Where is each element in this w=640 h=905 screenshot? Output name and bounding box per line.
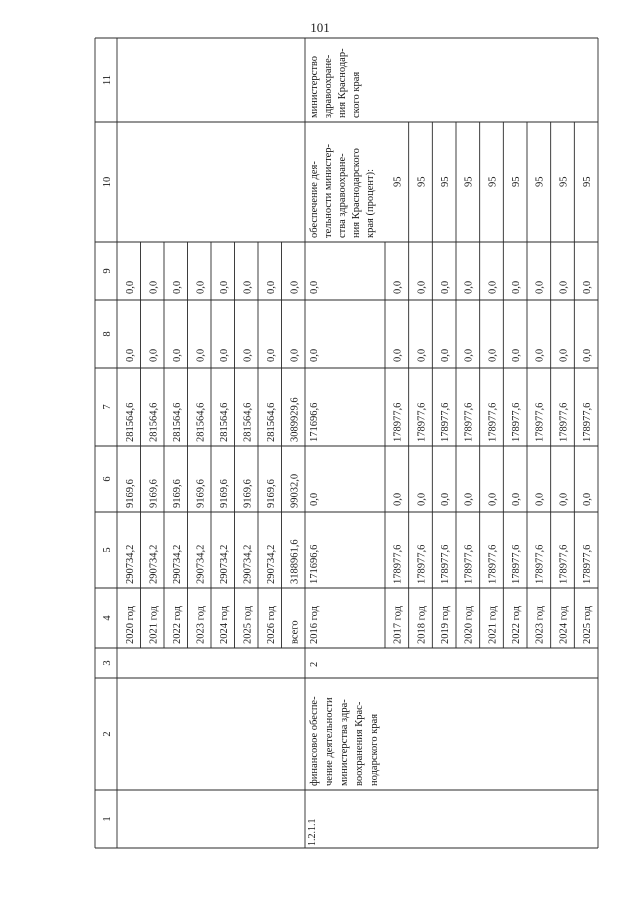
block-a-row-4-col6: 9169,6 <box>218 479 230 508</box>
block-b-row-7-year: 2024 год <box>558 606 570 644</box>
block-a-row-3-col9: 0,0 <box>195 280 207 294</box>
block-b-row-5-year: 2022 год <box>510 606 522 644</box>
block-b-row-7-col5: 178977,6 <box>558 544 570 584</box>
block-b-row-6-col7: 178977,6 <box>534 402 546 442</box>
block-a-row-5-col7: 281564,6 <box>242 402 254 442</box>
column-number-10: 10 <box>102 176 113 188</box>
column-number-3: 3 <box>102 660 113 666</box>
block-b-name-line-4: нодарского края <box>369 713 380 786</box>
block-b-first-col5: 171696,6 <box>309 544 320 584</box>
block-b-row-0-col5: 178977,6 <box>392 544 404 584</box>
block-a-row-2-col6: 9169,6 <box>171 479 183 508</box>
block-a-row-4-year: 2024 год <box>218 606 230 644</box>
block-b-row-1-col5: 178977,6 <box>416 544 428 584</box>
block-b-row-7-col9: 0,0 <box>558 280 570 294</box>
block-b-number: 1.2.1.1 <box>307 818 318 846</box>
block-a-row-6-col9: 0,0 <box>265 280 277 294</box>
block-a-row-5-col6: 9169,6 <box>242 479 254 508</box>
block-b-row-3-col5: 178977,6 <box>463 544 475 584</box>
block-a-total-col6: 99032,0 <box>289 473 301 508</box>
block-b-row-6-col6: 0,0 <box>534 492 546 506</box>
block-b-indicator-line-0: обеспечение дея- <box>309 161 320 238</box>
block-b-row-1-col6: 0,0 <box>416 492 428 506</box>
block-b-row-5-col5: 178977,6 <box>510 544 522 584</box>
block-a-row-2-year: 2022 год <box>171 606 183 644</box>
block-a-row-1-col7: 281564,6 <box>148 402 160 442</box>
column-number-6: 6 <box>102 476 113 482</box>
block-b-row-8-col10: 95 <box>581 176 593 187</box>
column-number-5: 5 <box>102 547 113 553</box>
table-text <box>102 48 593 846</box>
block-b-row-8-col8: 0,0 <box>581 348 593 362</box>
block-a-row-2-col5: 290734,2 <box>171 544 183 584</box>
block-b-row-7-col8: 0,0 <box>558 348 570 362</box>
block-b-row-6-col10: 95 <box>534 176 546 187</box>
block-b-row-2-col5: 178977,6 <box>439 544 451 584</box>
block-b-row-1-col10: 95 <box>416 176 428 187</box>
block-b-row-3-col9: 0,0 <box>463 280 475 294</box>
block-b-row-4-col6: 0,0 <box>487 492 499 506</box>
block-b-row-8-col6: 0,0 <box>581 492 593 506</box>
column-number-8: 8 <box>102 331 113 337</box>
block-a-row-5-col9: 0,0 <box>242 280 254 294</box>
block-b-row-3-col6: 0,0 <box>463 492 475 506</box>
block-b-row-5-col9: 0,0 <box>510 280 522 294</box>
block-b-name-line-1: чение деятельности <box>324 697 335 786</box>
block-a-row-0-year: 2020 год <box>124 606 136 644</box>
block-b-row-0-year: 2017 год <box>392 606 404 644</box>
block-b-row-2-col7: 178977,6 <box>439 402 451 442</box>
column-number-1: 1 <box>102 816 113 822</box>
block-b-row-6-col8: 0,0 <box>534 348 546 362</box>
block-b-executor-line-1: здравоохране- <box>323 54 334 118</box>
block-b-row-3-col7: 178977,6 <box>463 402 475 442</box>
block-b-row-2-col10: 95 <box>439 176 451 187</box>
block-a-row-1-col9: 0,0 <box>148 280 160 294</box>
block-a-row-2-col9: 0,0 <box>171 280 183 294</box>
block-b-row-2-col8: 0,0 <box>439 348 451 362</box>
block-a-row-6-year: 2026 год <box>265 606 277 644</box>
block-a-row-3-col6: 9169,6 <box>195 479 207 508</box>
block-b-row-0-col10: 95 <box>392 176 404 187</box>
block-b-row-2-year: 2019 год <box>439 606 451 644</box>
block-b-row-4-col10: 95 <box>487 176 499 187</box>
block-a-row-1-col8: 0,0 <box>148 348 160 362</box>
block-a-total-col7: 3089929,6 <box>289 397 301 442</box>
column-number-9: 9 <box>102 268 113 274</box>
block-b-row-7-col10: 95 <box>558 176 570 187</box>
block-b-row-4-year: 2021 год <box>487 606 499 644</box>
block-b-row-4-col7: 178977,6 <box>487 402 499 442</box>
block-b-row-8-col9: 0,0 <box>581 280 593 294</box>
block-b-row-1-col7: 178977,6 <box>416 402 428 442</box>
block-a-row-3-col5: 290734,2 <box>195 544 207 584</box>
block-b-row-2-col9: 0,0 <box>439 280 451 294</box>
block-a-row-3-year: 2023 год <box>195 606 207 644</box>
block-b-row-3-year: 2020 год <box>463 606 475 644</box>
column-number-7: 7 <box>102 404 113 410</box>
block-a-row-4-col7: 281564,6 <box>218 402 230 442</box>
block-a-row-3-col8: 0,0 <box>195 348 207 362</box>
block-a-row-6-col7: 281564,6 <box>265 402 277 442</box>
block-a-row-1-col5: 290734,2 <box>148 544 160 584</box>
block-a-row-0-col6: 9169,6 <box>124 479 136 508</box>
block-b-row-4-col8: 0,0 <box>487 348 499 362</box>
block-b-row-8-year: 2025 год <box>581 606 593 644</box>
block-b-executor-line-2: ния Краснодар- <box>337 48 348 118</box>
block-b-row-0-col9: 0,0 <box>392 280 404 294</box>
block-a-total-col5: 3188961,6 <box>289 539 301 584</box>
block-a-row-6-col6: 9169,6 <box>265 479 277 508</box>
block-a-row-4-col9: 0,0 <box>218 280 230 294</box>
block-b-first-col6: 0,0 <box>309 492 320 506</box>
block-b-row-1-col8: 0,0 <box>416 348 428 362</box>
block-a-total-year: всего <box>289 620 301 644</box>
block-a-row-1-year: 2021 год <box>148 606 160 644</box>
block-b-row-5-col7: 178977,6 <box>510 402 522 442</box>
block-a-row-0-col8: 0,0 <box>124 348 136 362</box>
block-b-row-7-col7: 178977,6 <box>558 402 570 442</box>
block-b-first-col7: 171696,6 <box>309 402 320 442</box>
block-b-row-2-col6: 0,0 <box>439 492 451 506</box>
block-b-row-6-year: 2023 год <box>534 606 546 644</box>
block-b-row-6-col9: 0,0 <box>534 280 546 294</box>
block-b-row-7-col6: 0,0 <box>558 492 570 506</box>
block-b-row-1-col9: 0,0 <box>416 280 428 294</box>
block-b-row-5-col10: 95 <box>510 176 522 187</box>
block-b-row-0-col6: 0,0 <box>392 492 404 506</box>
block-a-row-5-col5: 290734,2 <box>242 544 254 584</box>
block-a-row-2-col8: 0,0 <box>171 348 183 362</box>
block-b-first-col9: 0,0 <box>309 280 320 294</box>
block-a-row-1-col6: 9169,6 <box>148 479 160 508</box>
block-b-row-6-col5: 178977,6 <box>534 544 546 584</box>
block-a-row-0-col5: 290734,2 <box>124 544 136 584</box>
block-a-row-6-col5: 290734,2 <box>265 544 277 584</box>
block-b-row-1-year: 2018 год <box>416 606 428 644</box>
block-b-first-year: 2016 год <box>309 606 320 644</box>
page-number: 101 <box>310 20 330 35</box>
block-b-indicator-line-1: тельности министер- <box>323 143 334 238</box>
block-b-row-5-col8: 0,0 <box>510 348 522 362</box>
block-b-indicator-line-2: ства здравоохране- <box>337 153 348 238</box>
block-b-executor-line-0: министерство <box>309 55 320 118</box>
column-number-2: 2 <box>102 731 113 737</box>
column-number-4: 4 <box>102 615 113 621</box>
block-a-total-col9: 0,0 <box>289 280 301 294</box>
block-a-total-col8: 0,0 <box>289 348 301 362</box>
block-a-row-2-col7: 281564,6 <box>171 402 183 442</box>
block-b-name-line-0: финансовое обеспе- <box>309 696 320 786</box>
block-b-row-0-col7: 178977,6 <box>392 402 404 442</box>
block-b-row-4-col5: 178977,6 <box>487 544 499 584</box>
block-b-indicator-line-4: края (процент): <box>365 169 376 238</box>
block-a-row-5-year: 2025 год <box>242 606 254 644</box>
block-b-executor-line-3: ского края <box>351 71 362 118</box>
block-a-row-5-col8: 0,0 <box>242 348 254 362</box>
block-b-row-5-col6: 0,0 <box>510 492 522 506</box>
block-b-status: 2 <box>309 661 320 667</box>
column-number-11: 11 <box>102 74 113 86</box>
block-b-row-0-col8: 0,0 <box>392 348 404 362</box>
block-b-first-col8: 0,0 <box>309 348 320 362</box>
block-b-indicator-line-3: ния Краснодарского <box>351 148 362 238</box>
block-a-row-3-col7: 281564,6 <box>195 402 207 442</box>
block-b-row-8-col7: 178977,6 <box>581 402 593 442</box>
block-a-row-6-col8: 0,0 <box>265 348 277 362</box>
block-b-name-line-2: министерства здра- <box>339 699 350 786</box>
block-a-row-4-col8: 0,0 <box>218 348 230 362</box>
block-a-row-0-col9: 0,0 <box>124 280 136 294</box>
block-b-row-8-col5: 178977,6 <box>581 544 593 584</box>
block-a-row-0-col7: 281564,6 <box>124 402 136 442</box>
block-b-name-line-3: воохранения Крас- <box>354 701 365 786</box>
block-b-row-4-col9: 0,0 <box>487 280 499 294</box>
block-a-row-4-col5: 290734,2 <box>218 544 230 584</box>
block-b-row-3-col10: 95 <box>463 176 475 187</box>
block-b-row-3-col8: 0,0 <box>463 348 475 362</box>
